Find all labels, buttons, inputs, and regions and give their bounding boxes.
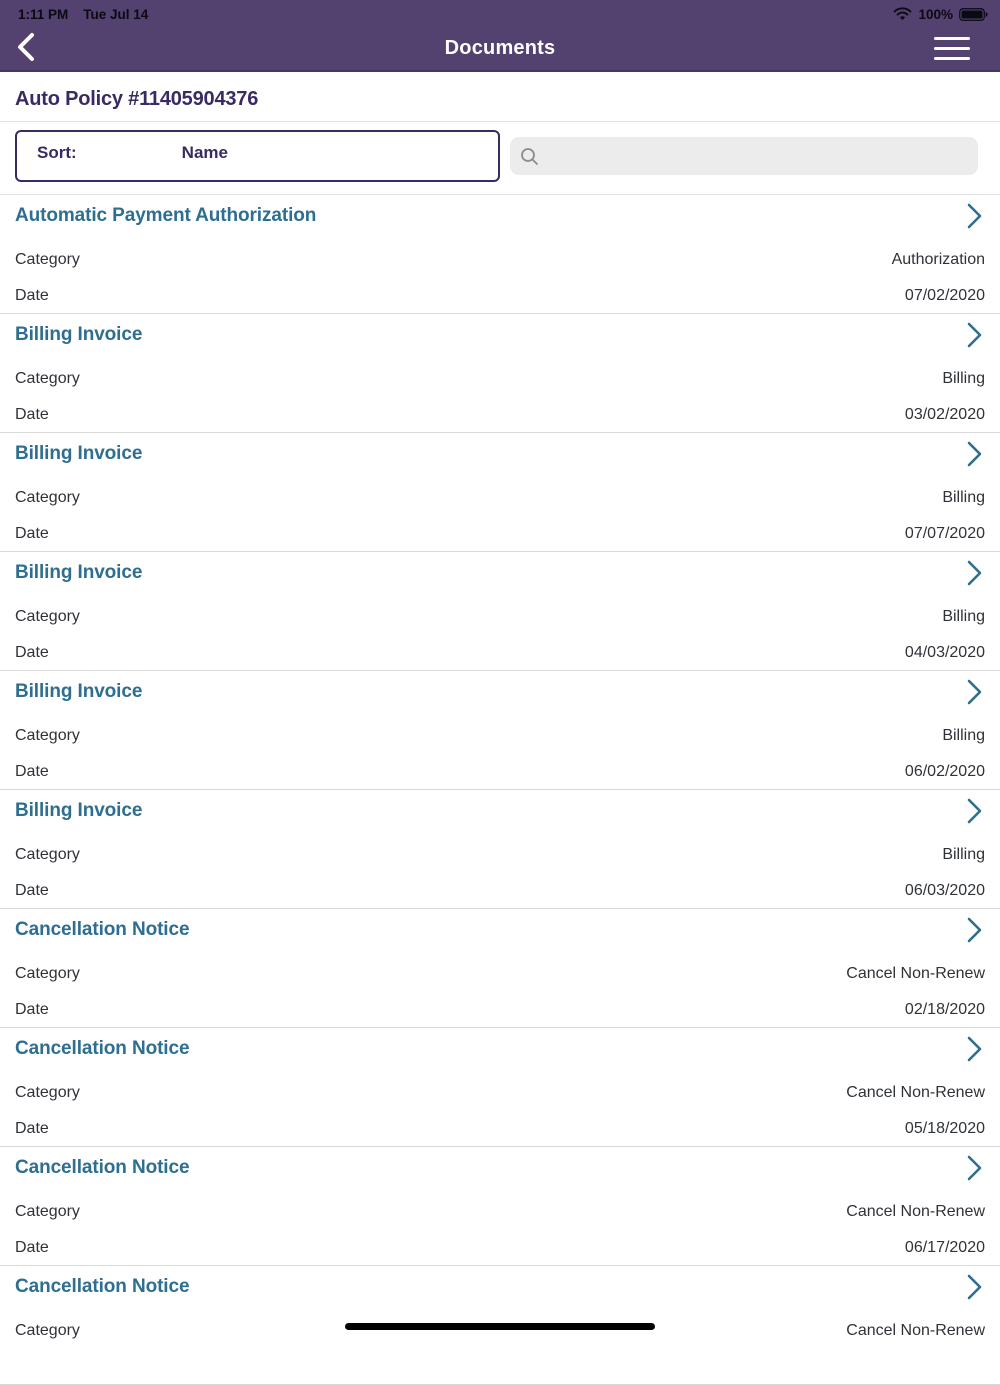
document-title: Cancellation Notice xyxy=(15,919,190,940)
category-label: Category xyxy=(15,489,80,506)
document-row[interactable] xyxy=(0,195,1000,314)
category-value: Cancel Non-Renew xyxy=(846,1084,985,1101)
document-row-header xyxy=(15,433,985,466)
category-line xyxy=(15,369,985,389)
wifi-icon xyxy=(893,7,912,21)
search-icon xyxy=(520,147,539,166)
category-line xyxy=(15,607,985,627)
date-value: 07/07/2020 xyxy=(904,525,985,542)
document-row-header xyxy=(15,314,985,347)
date-line xyxy=(15,881,985,901)
document-row[interactable] xyxy=(0,552,1000,671)
category-line xyxy=(15,726,985,746)
date-line xyxy=(15,762,985,782)
document-row[interactable] xyxy=(0,909,1000,1028)
category-value: Billing xyxy=(942,370,985,387)
category-line xyxy=(15,845,985,865)
category-label: Category xyxy=(15,1203,80,1220)
category-label: Category xyxy=(15,370,80,387)
category-label: Category xyxy=(15,251,80,268)
page-title: Documents xyxy=(444,36,556,59)
chevron-right-icon xyxy=(967,1155,983,1181)
document-row[interactable] xyxy=(0,314,1000,433)
date-line xyxy=(15,1119,985,1139)
document-row-header xyxy=(15,1266,985,1299)
category-label: Category xyxy=(15,1084,80,1101)
menu-button[interactable] xyxy=(934,32,974,64)
date-value: 06/17/2020 xyxy=(904,1239,985,1256)
date-line xyxy=(15,1000,985,1020)
chevron-right-icon xyxy=(967,1274,983,1300)
document-title: Billing Invoice xyxy=(15,324,143,345)
policy-title: Auto Policy #11405904376 xyxy=(15,88,259,110)
battery-percent: 100% xyxy=(918,6,953,22)
chevron-right-icon xyxy=(967,560,983,586)
status-time: 1:11 PM xyxy=(18,6,69,22)
category-label: Category xyxy=(15,608,80,625)
date-value: 02/18/2020 xyxy=(904,1001,985,1018)
date-label: Date xyxy=(15,406,49,423)
status-date: Tue Jul 14 xyxy=(83,6,149,22)
sort-control[interactable] xyxy=(15,130,500,182)
date-value: 03/02/2020 xyxy=(904,406,985,423)
status-bar-right xyxy=(893,7,988,22)
date-value: 07/02/2020 xyxy=(904,287,985,304)
date-label: Date xyxy=(15,1001,49,1018)
category-label: Category xyxy=(15,727,80,744)
battery-icon xyxy=(959,8,988,21)
document-row[interactable] xyxy=(0,433,1000,552)
document-row-header xyxy=(15,552,985,585)
category-value: Authorization xyxy=(891,251,985,268)
hamburger-icon xyxy=(934,37,970,40)
date-value: 06/03/2020 xyxy=(904,882,985,899)
document-row-header xyxy=(15,790,985,823)
category-value: Billing xyxy=(942,846,985,863)
document-row-header xyxy=(15,1028,985,1061)
category-label: Category xyxy=(15,1322,80,1339)
date-label: Date xyxy=(15,287,49,304)
search-box[interactable] xyxy=(510,137,978,175)
chevron-right-icon xyxy=(967,203,983,229)
date-line xyxy=(15,1238,985,1258)
document-title: Billing Invoice xyxy=(15,562,143,583)
document-row-header xyxy=(15,195,985,228)
document-title: Billing Invoice xyxy=(15,800,143,821)
date-label: Date xyxy=(15,644,49,661)
category-value: Cancel Non-Renew xyxy=(846,1322,985,1339)
document-title: Billing Invoice xyxy=(15,681,143,702)
category-line xyxy=(15,488,985,508)
category-line xyxy=(15,1083,985,1103)
chevron-right-icon xyxy=(967,1036,983,1062)
category-line xyxy=(15,1202,985,1222)
document-row[interactable] xyxy=(0,671,1000,790)
sort-value: Name xyxy=(181,143,228,162)
document-row-header xyxy=(15,671,985,704)
document-row-header xyxy=(15,909,985,942)
category-value: Cancel Non-Renew xyxy=(846,1203,985,1220)
sort-label: Sort: xyxy=(37,143,77,162)
document-title: Cancellation Notice xyxy=(15,1276,190,1297)
app-header xyxy=(0,26,1000,72)
date-line xyxy=(15,405,985,425)
status-bar xyxy=(0,0,1000,26)
category-value: Cancel Non-Renew xyxy=(846,965,985,982)
category-value: Billing xyxy=(942,608,985,625)
category-label: Category xyxy=(15,965,80,982)
category-value: Billing xyxy=(942,489,985,506)
search-input[interactable] xyxy=(545,136,968,176)
status-bar-left xyxy=(18,7,148,22)
date-label: Date xyxy=(15,1120,49,1137)
document-title: Cancellation Notice xyxy=(15,1157,190,1178)
document-row-header xyxy=(15,1147,985,1180)
chevron-right-icon xyxy=(967,441,983,467)
document-list xyxy=(0,195,1000,1385)
document-title: Cancellation Notice xyxy=(15,1038,190,1059)
date-value: 05/18/2020 xyxy=(904,1120,985,1137)
chevron-right-icon xyxy=(967,917,983,943)
chevron-right-icon xyxy=(967,322,983,348)
controls-row xyxy=(0,122,1000,194)
date-label: Date xyxy=(15,882,49,899)
date-line xyxy=(15,286,985,306)
date-value: 06/02/2020 xyxy=(904,763,985,780)
date-line xyxy=(15,524,985,544)
document-row[interactable] xyxy=(0,1147,1000,1266)
chevron-left-icon xyxy=(15,32,37,65)
category-value: Billing xyxy=(942,727,985,744)
category-label: Category xyxy=(15,846,80,863)
document-row[interactable] xyxy=(0,790,1000,909)
chevron-right-icon xyxy=(967,798,983,824)
date-label: Date xyxy=(15,1239,49,1256)
back-button[interactable] xyxy=(8,31,44,65)
document-row[interactable] xyxy=(0,1028,1000,1147)
document-title: Billing Invoice xyxy=(15,443,143,464)
document-title: Automatic Payment Authorization xyxy=(15,205,317,226)
date-value: 04/03/2020 xyxy=(904,644,985,661)
category-line xyxy=(15,964,985,984)
date-label: Date xyxy=(15,763,49,780)
date-line xyxy=(15,643,985,663)
category-line xyxy=(15,250,985,270)
date-label: Date xyxy=(15,525,49,542)
home-indicator[interactable] xyxy=(345,1323,655,1330)
chevron-right-icon xyxy=(967,679,983,705)
